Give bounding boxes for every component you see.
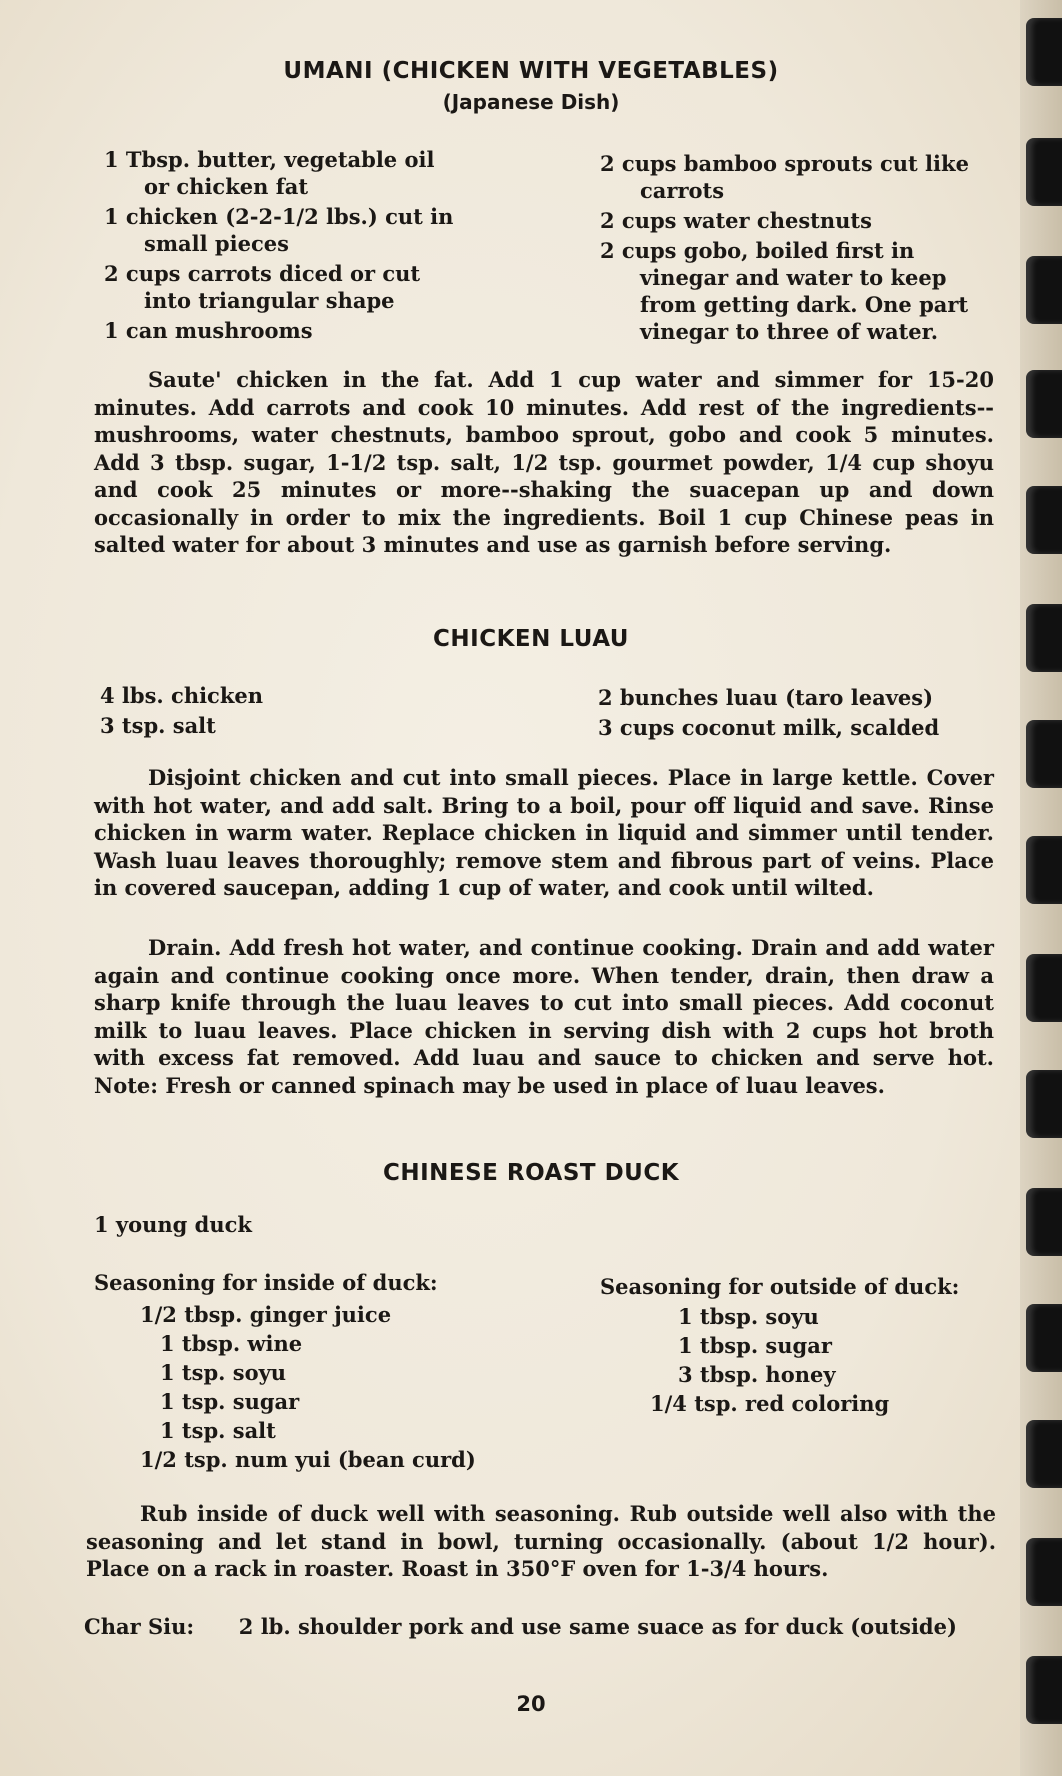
ingredients-right-umani xyxy=(600,150,980,348)
ingredient-item: 1 Tbsp. butter, vegetable oil or chicken fat xyxy=(104,147,435,199)
binding-ring xyxy=(1026,486,1062,554)
seasoning-item: 1/4 tsp. red coloring xyxy=(650,1391,890,1416)
ingredient-item: 2 cups bamboo sprouts cut like carrots xyxy=(600,151,969,203)
seasoning-item: 1 tsp. sugar xyxy=(160,1389,300,1414)
ingredient-item: 4 lbs. chicken xyxy=(100,683,264,708)
directions-luau-2 xyxy=(94,934,994,1099)
ingredients-left-luau xyxy=(100,682,460,742)
binding-ring xyxy=(1026,1420,1062,1488)
recipe-title-roast-duck: CHINESE ROAST DUCK xyxy=(382,1160,680,1186)
binding-ring xyxy=(1026,1070,1062,1138)
seasoning-item: 1/2 tbsp. ginger juice xyxy=(140,1302,392,1327)
binding-ring xyxy=(1026,720,1062,788)
outside-seasoning-list xyxy=(650,1302,980,1418)
directions-umani xyxy=(94,366,994,559)
char-siu-text: 2 lb. shoulder pork and use same suace as for duck (outside) xyxy=(238,1614,957,1639)
ingredient-item: 1 can mushrooms xyxy=(104,318,313,343)
seasoning-item: 1 tbsp. sugar xyxy=(678,1333,832,1358)
seasoning-item: 1 tbsp. wine xyxy=(160,1331,303,1356)
ingredient-item: 2 cups gobo, boiled first in vinegar and water to keep from getting dark. One part vinegar to three of water. xyxy=(600,238,969,344)
recipe-title-umani: UMANI (CHICKEN WITH VEGETABLES) xyxy=(283,58,779,84)
ingredients-right-luau xyxy=(598,684,998,744)
binding-ring xyxy=(1026,1304,1062,1372)
spiral-binding xyxy=(1020,0,1062,1776)
ingredient-item: 3 tsp. salt xyxy=(100,713,216,738)
seasoning-item: 1 tsp. soyu xyxy=(160,1360,287,1385)
directions-text: Saute' chicken in the fat. Add 1 cup water and simmer for 15-20 minutes. Add carrots and cook 10 minutes. Add rest of the ingredients--mushrooms, water chestnuts, bamboo sprout, gobo and cook 5 minutes. Add 3 tbsp. sugar, 1-1/2 tsp. salt, 1/2 tsp. gourmet powder, 1/4 cup shoyu and cook 25 minutes or more--shaking the suacepan up and down occasionally in order to mix the ingredients. Boil 1 cup Chinese peas in salted water for about 3 minutes and use as garnish before serving. xyxy=(94,367,994,557)
ingredient-item: 3 cups coconut milk, scalded xyxy=(598,715,940,740)
recipe-subtitle: (Japanese Dish) xyxy=(442,90,620,114)
inside-seasoning-list xyxy=(140,1300,540,1474)
directions-luau-1 xyxy=(94,764,994,902)
ingredient-item: 2 cups water chestnuts xyxy=(600,208,872,233)
main-ingredient: 1 young duck xyxy=(94,1212,252,1237)
binding-ring xyxy=(1026,954,1062,1022)
directions-duck xyxy=(86,1500,996,1583)
ingredients-left-umani xyxy=(104,146,464,347)
binding-ring xyxy=(1026,370,1062,438)
binding-ring xyxy=(1026,256,1062,324)
seasoning-item: 3 tbsp. honey xyxy=(678,1362,836,1387)
page-number: 20 xyxy=(516,1692,546,1716)
seasoning-item: 1/2 tsp. num yui (bean curd) xyxy=(140,1447,476,1472)
binding-ring xyxy=(1026,836,1062,904)
ingredient-item: 2 bunches luau (taro leaves) xyxy=(598,685,934,710)
seasoning-item: 1 tbsp. soyu xyxy=(678,1304,819,1329)
directions-text: Disjoint chicken and cut into small pieces. Place in large kettle. Cover with hot water, and add salt. Bring to a boil, pour off liquid and save. Rinse chicken in warm water. Replace chicken in liquid and simmer until tender. Wash luau leaves thoroughly; remove stem and fibrous part of veins. Place in covered saucepan, adding 1 cup of water, and cook until wilted. xyxy=(94,765,994,900)
binding-ring xyxy=(1026,1538,1062,1606)
outside-seasoning-heading: Seasoning for outside of duck: xyxy=(600,1274,960,1299)
char-siu-note xyxy=(84,1614,1004,1639)
inside-seasoning-heading: Seasoning for inside of duck: xyxy=(94,1270,438,1295)
ingredient-item: 1 chicken (2-2-1/2 lbs.) cut in small pieces xyxy=(104,204,454,256)
binding-ring xyxy=(1026,1188,1062,1256)
binding-ring xyxy=(1026,138,1062,206)
seasoning-item: 1 tsp. salt xyxy=(160,1418,276,1443)
char-siu-label: Char Siu: xyxy=(84,1614,195,1639)
directions-text: Rub inside of duck well with seasoning. Rub outside well also with the seasoning and let stand in bowl, turning occasionally. (about 1/2 hour). Place on a rack in roaster. Roast in 350°F oven for 1-3/4 hours. xyxy=(86,1501,996,1581)
directions-text: Drain. Add fresh hot water, and continue cooking. Drain and add water again and continue cooking once more. When tender, drain, then draw a sharp knife through the luau leaves to cut into small pieces. Add coconut milk to luau leaves. Place chicken in serving dish with 2 cups hot broth with excess fat removed. Add luau and sauce to chicken and serve hot. Note: Fresh or canned spinach may be used in place of luau leaves. xyxy=(94,935,994,1098)
ingredient-item: 2 cups carrots diced or cut into triangular shape xyxy=(104,261,421,313)
recipe-title-chicken-luau: CHICKEN LUAU xyxy=(433,626,629,652)
